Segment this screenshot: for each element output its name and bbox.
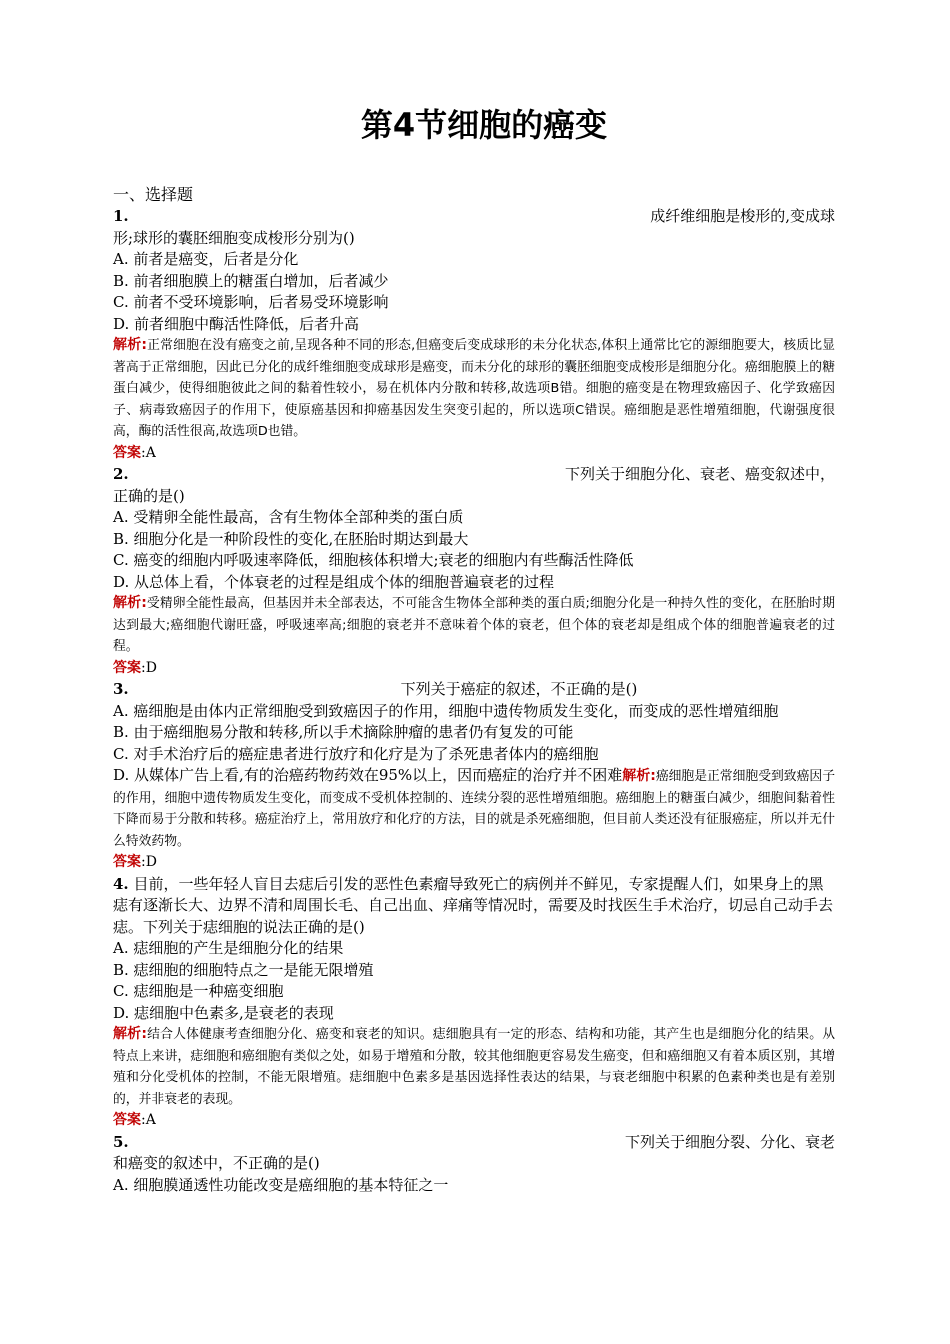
- document-page: [113, 100, 835, 1196]
- section-heading: 一、选择题: [113, 185, 194, 204]
- question-5: [113, 1132, 835, 1197]
- option-a: A. 癌细胞是由体内正常细胞受到致癌因子的作用，细胞中遗传物质发生变化，而变成的恶性增殖细胞: [113, 701, 779, 720]
- question-stem-cont: 正确的是(): [113, 486, 185, 505]
- explanation-label: 解析:: [113, 337, 147, 353]
- option-a: A. 前者是癌变，后者是分化: [113, 250, 299, 268]
- option-c: C. 对手术治疗后的癌症患者进行放疗和化疗是为了杀死患者体内的癌细胞: [113, 744, 599, 763]
- question-2: [113, 464, 835, 679]
- answer: [113, 658, 835, 680]
- question-stem-cont: 形;球形的囊胚细胞变成梭形分别为(): [113, 228, 355, 247]
- question-stem: 下列关于细胞分裂、分化、衰老: [624, 1132, 835, 1151]
- page-title: 第4节细胞的癌变: [360, 106, 608, 144]
- option-d: D. 痣细胞中色素多,是衰老的表现: [113, 1003, 334, 1022]
- answer-value: :A: [141, 1112, 156, 1128]
- question-number: 3.: [113, 680, 129, 698]
- question-stem: 下列关于细胞分化、衰老、癌变叙述中，: [564, 465, 835, 483]
- explanation: [113, 765, 835, 852]
- explanation-text: 癌细胞是正常细胞受到致癌因子的作用，细胞中遗传物质发生变化，而变成不受机体控制的、连续分裂的恶性增殖细胞。癌细胞上的糖蛋白减少，细胞间黏着性下降而易于分散和转移。癌症治疗上，常用放疗和化疗的方法，目的就是杀死癌细胞，但目前人类还没有征服癌症，所以并无什么特效药物。: [113, 769, 835, 849]
- answer-label: 答案: [113, 444, 141, 461]
- question-stem: 成纤维细胞是梭形的,变成球: [650, 207, 835, 225]
- question-stem: [113, 874, 835, 939]
- explanation-text: 受精卵全能性最高，但基因并未全部表达，不可能含生物体全部种类的蛋白质;细胞分化是一种持久性的变化，在胚胎时期达到最大;癌细胞代谢旺盛，呼吸速率高;细胞的衰老并不意味着个体的衰老，但个体的衰老却是组成个体的细胞普遍衰老的过程。: [113, 596, 835, 654]
- answer-label: 答案: [113, 854, 141, 870]
- answer-label: 答案: [113, 1112, 141, 1128]
- option-b: B. 细胞分化是一种阶段性的变化,在胚胎时期达到最大: [113, 529, 469, 548]
- option-a: A. 细胞膜通透性功能改变是癌细胞的基本特征之一: [113, 1175, 449, 1194]
- explanation: [113, 335, 835, 443]
- question-1: [113, 206, 835, 464]
- question-stem-text: 目前，一些年轻人盲目去痣后引发的恶性色素瘤导致死亡的病例并不鲜见，专家提醒人们，如果身上的黑痣有逐渐长大、边界不清和周围长毛、自己出血、痒痛等情况时，需要及时找医生手术治疗，切忌自己动手去痣。下列关于痣细胞的说法正确的是(): [113, 874, 834, 936]
- answer: [113, 1110, 835, 1132]
- question-number: 4.: [113, 874, 129, 893]
- explanation: [113, 593, 835, 658]
- answer-label: 答案: [113, 659, 141, 676]
- answer-value: :D: [141, 854, 157, 870]
- option-d: D. 从媒体广告上看,有的治癌药物药效在95%以上，因而癌症的治疗并不困难: [113, 766, 623, 784]
- option-b: B. 由于癌细胞易分散和转移,所以手术摘除肿瘤的患者仍有复发的可能: [113, 723, 574, 741]
- answer: [113, 443, 835, 465]
- question-4: [113, 874, 835, 1132]
- explanation-label: 解析:: [622, 768, 656, 784]
- question-stem-cont: 和癌变的叙述中，不正确的是(): [113, 1154, 320, 1172]
- option-c: C. 癌变的细胞内呼吸速率降低，细胞核体积增大;衰老的细胞内有些酶活性降低: [113, 551, 634, 569]
- option-b: B. 痣细胞的细胞特点之一是能无限增殖: [113, 960, 374, 979]
- answer: [113, 852, 835, 874]
- question-number: 1.: [113, 207, 129, 225]
- option-c: C. 痣细胞是一种癌变细胞: [113, 982, 284, 1000]
- question-number: 5.: [113, 1132, 129, 1151]
- explanation-text: 正常细胞在没有癌变之前,呈现各种不同的形态,但癌变后变成球形的未分化状态,体积上通常比它的源细胞要大，核质比显著高于正常细胞，因此已分化的成纤维细胞变成球形是癌变，而未分化的球形的囊胚细胞变成梭形是细胞分化。癌细胞膜上的糖蛋白减少，使得细胞彼此之间的黏着性较小，易在机体内分散和转移,故选项B错。细胞的癌变是在物理致癌因子、化学致癌因子、病毒致癌因子的作用下，使原癌基因和抑癌基因发生突变引起的，所以选项C错误。癌细胞是恶性增殖细胞，代谢强度很高，酶的活性很高,故选项D也错。: [113, 338, 835, 439]
- option-c: C. 前者不受环境影响，后者易受环境影响: [113, 293, 389, 311]
- option-b: B. 前者细胞膜上的糖蛋白增加，后者减少: [113, 271, 389, 290]
- explanation-text: 结合人体健康考查细胞分化、癌变和衰老的知识。痣细胞具有一定的形态、结构和功能，其产生也是细胞分化的结果。从特点上来讲，痣细胞和癌细胞有类似之处，如易于增殖和分散，较其他细胞更容易发生癌变，但和癌细胞又有着本质区别，其增殖和分化受机体的控制，不能无限增殖。痣细胞中色素多是基因选择性表达的结果，与衰老细胞中积累的色素种类也是有差别的，并非衰老的表现。: [113, 1027, 835, 1107]
- explanation-label: 解析:: [113, 1026, 147, 1042]
- question-3: [113, 679, 835, 874]
- explanation-label: 解析:: [113, 595, 147, 611]
- option-a: A. 受精卵全能性最高，含有生物体全部种类的蛋白质: [113, 508, 464, 526]
- option-a: A. 痣细胞的产生是细胞分化的结果: [113, 939, 344, 957]
- question-stem: 下列关于癌症的叙述，不正确的是(): [400, 680, 638, 698]
- explanation: [113, 1024, 835, 1110]
- question-number: 2.: [113, 465, 129, 483]
- option-d: D. 前者细胞中酶活性降低，后者升高: [113, 314, 360, 333]
- answer-value: :A: [141, 444, 156, 461]
- answer-value: :D: [141, 659, 157, 676]
- option-d: D. 从总体上看，个体衰老的过程是组成个体的细胞普遍衰老的过程: [113, 572, 555, 591]
